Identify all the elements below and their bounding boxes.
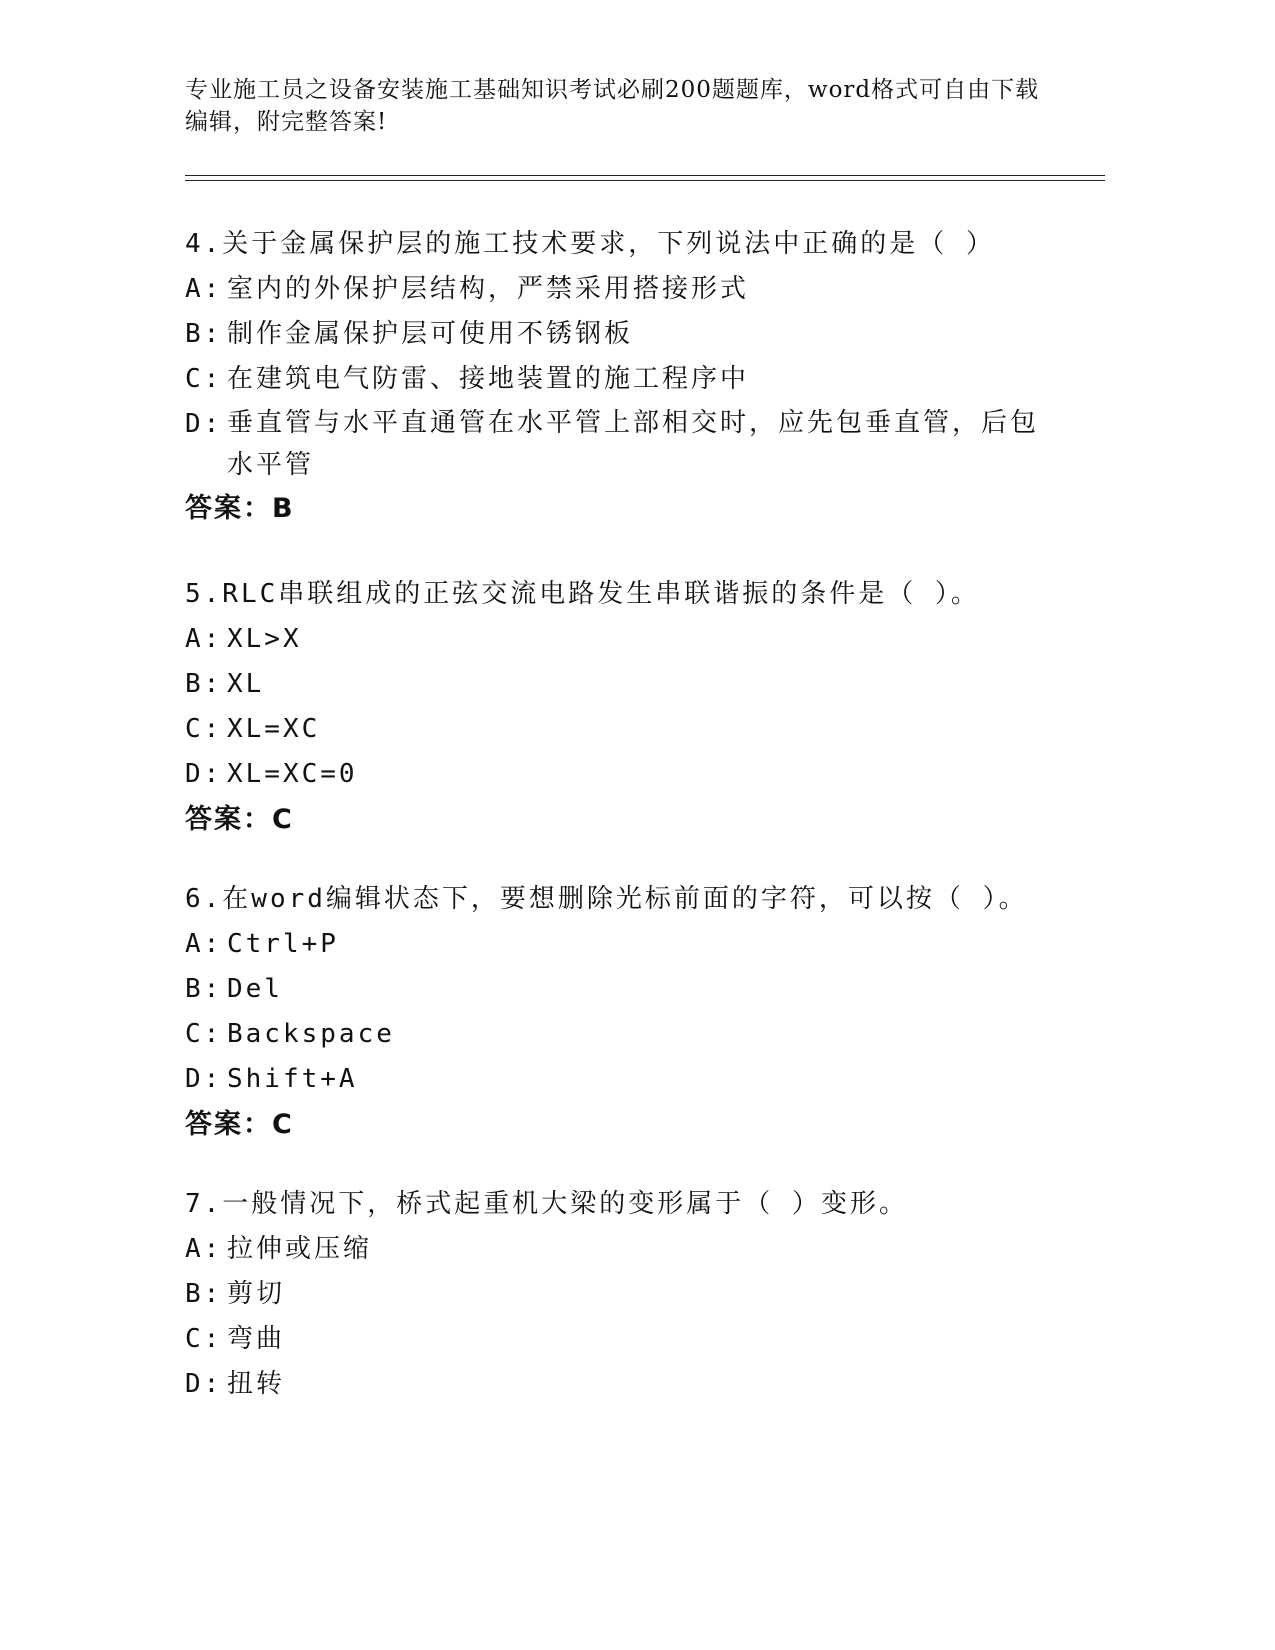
question-stem: 7.一般情况下，桥式起重机大梁的变形属于（ ）变形。 [185, 1189, 908, 1219]
question-stem: 5.RLC串联组成的正弦交流电路发生串联谐振的条件是（ ）。 [185, 579, 980, 609]
question-7 [185, 1182, 1065, 1407]
option-letter: C: [185, 1324, 223, 1354]
option-text: 拉伸或压缩 [227, 1234, 373, 1264]
option-text: Shift+A [227, 1064, 358, 1094]
option-c [185, 707, 1065, 752]
question-4 [185, 222, 1065, 531]
answer-label: 答案：C [185, 1109, 294, 1140]
question-6 [185, 877, 1065, 1147]
option-text: 垂直管与水平直通管在水平管上部相交时，应先包垂直管，后包水平管 [227, 408, 1040, 480]
question-stem: 4.关于金属保护层的施工技术要求，下列说法中正确的是（ ） [185, 229, 995, 259]
option-letter: B: [185, 974, 223, 1004]
option-letter: A: [185, 1234, 223, 1264]
option-text: Del [227, 974, 283, 1004]
option-b [185, 1272, 1065, 1317]
option-letter: B: [185, 319, 223, 349]
option-c [185, 1012, 1065, 1057]
option-c [185, 357, 1065, 402]
option-text: XL>X [227, 624, 302, 654]
option-text: XL=XC=0 [227, 759, 358, 789]
document-header [185, 74, 1065, 138]
option-letter: D: [185, 1369, 223, 1399]
option-b [185, 662, 1065, 707]
option-text: 弯曲 [227, 1324, 286, 1354]
option-text: Backspace [227, 1019, 395, 1049]
option-letter: B: [185, 1279, 223, 1309]
question-5 [185, 572, 1065, 842]
option-letter: A: [185, 624, 223, 654]
option-text: 扭转 [227, 1369, 286, 1399]
option-letter: C: [185, 1019, 223, 1049]
option-a [185, 617, 1065, 662]
option-d [185, 1057, 1065, 1102]
option-text: Ctrl+P [227, 929, 339, 959]
option-d [185, 1362, 1065, 1407]
option-letter: D: [185, 409, 223, 439]
header-title-line-1: 专业施工员之设备安装施工基础知识考试必刷200题题库，word格式可自由下载 [185, 77, 1040, 103]
option-letter: C: [185, 364, 223, 394]
option-b [185, 312, 1065, 357]
question-stem: 6.在word编辑状态下，要想删除光标前面的字符，可以按（ ）。 [185, 884, 1028, 914]
option-text: 剪切 [227, 1279, 286, 1309]
option-letter: D: [185, 1064, 223, 1094]
option-d [185, 402, 1065, 486]
answer-label: 答案：C [185, 804, 294, 835]
option-letter: D: [185, 759, 223, 789]
option-text: 在建筑电气防雷、接地装置的施工程序中 [227, 364, 750, 394]
header-divider [185, 175, 1105, 181]
option-letter: A: [185, 929, 223, 959]
option-letter: C: [185, 714, 223, 744]
option-a [185, 922, 1065, 967]
option-c [185, 1317, 1065, 1362]
option-text: XL=XC [227, 714, 321, 744]
option-a [185, 267, 1065, 312]
option-letter: A: [185, 274, 223, 304]
option-b [185, 967, 1065, 1012]
option-a [185, 1227, 1065, 1272]
answer-label: 答案：B [185, 493, 295, 524]
option-text: 室内的外保护层结构，严禁采用搭接形式 [227, 274, 750, 304]
option-letter: B: [185, 669, 223, 699]
option-text: 制作金属保护层可使用不锈钢板 [227, 319, 634, 349]
option-text: XL [227, 669, 265, 699]
option-d [185, 752, 1065, 797]
header-title-line-2: 编辑，附完整答案! [185, 109, 388, 135]
